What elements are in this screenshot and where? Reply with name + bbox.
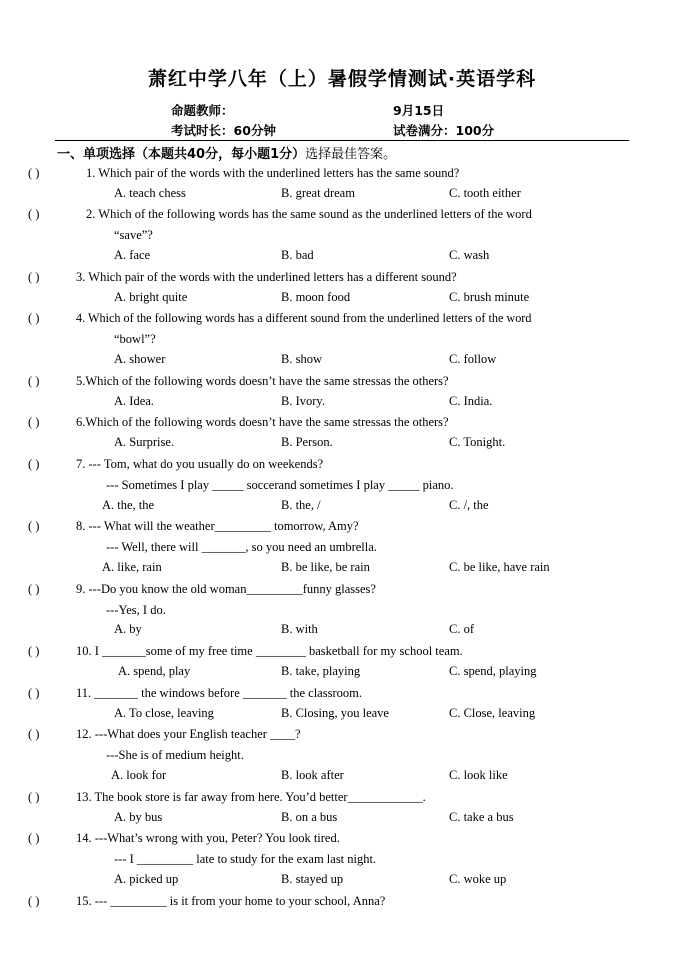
option-a: A. picked up bbox=[114, 872, 179, 886]
question-stem: 1. Which pair of the words with the underlined letters has the same sound? bbox=[86, 166, 460, 180]
header-divider bbox=[55, 140, 629, 141]
exam-date: 9月15日 bbox=[393, 103, 445, 118]
option-b: B. great dream bbox=[281, 186, 355, 200]
answer-blank[interactable]: ( ) bbox=[28, 831, 40, 845]
answer-blank[interactable]: ( ) bbox=[28, 644, 40, 658]
question-stem: 9. ---Do you know the old woman_________funny glasses? bbox=[76, 582, 376, 596]
option-b: B. look after bbox=[281, 768, 344, 782]
option-c: C. Close, leaving bbox=[449, 706, 536, 720]
answer-blank[interactable]: ( ) bbox=[28, 374, 40, 388]
option-b: B. Ivory. bbox=[281, 394, 325, 408]
option-a: A. the, the bbox=[102, 498, 155, 512]
question-9 bbox=[28, 581, 628, 597]
question-stem: 4. Which of the following words has a different sound from the underlined letters of the word bbox=[76, 311, 532, 325]
question-stem: 7. --- Tom, what do you usually do on weekends? bbox=[76, 457, 324, 471]
question-6 bbox=[28, 414, 628, 430]
answer-blank[interactable]: ( ) bbox=[28, 207, 40, 221]
question-stem: 13. The book store is far away from here. You’d better____________. bbox=[76, 790, 426, 804]
exam-duration: 考试时长：60分钟 bbox=[171, 123, 276, 138]
question-8 bbox=[28, 518, 628, 534]
answer-blank[interactable]: ( ) bbox=[28, 686, 40, 700]
option-a: A. like, rain bbox=[102, 560, 162, 574]
option-a: A. face bbox=[114, 248, 151, 262]
option-c: C. take a bus bbox=[449, 810, 514, 824]
option-c: C. Tonight. bbox=[449, 435, 506, 449]
option-c: C. be like, have rain bbox=[449, 560, 550, 574]
option-a: A. by bus bbox=[114, 810, 163, 824]
question-stem-continued: “save”? bbox=[114, 228, 153, 242]
option-b: B. show bbox=[281, 352, 322, 366]
question-stem: 8. --- What will the weather_________ tomorrow, Amy? bbox=[76, 519, 359, 533]
option-a: A. spend, play bbox=[118, 664, 191, 678]
section-title: 一、单项选择（本题共40分，每小题1分） bbox=[57, 147, 306, 162]
option-c: C. wash bbox=[449, 248, 490, 262]
question-stem: 5.Which of the following words doesn’t have the same stressas the others? bbox=[76, 374, 449, 388]
answer-blank[interactable]: ( ) bbox=[28, 582, 40, 596]
option-a: A. teach chess bbox=[114, 186, 186, 200]
exam-title: 萧红中学八年（上）暑假学情测试·英语学科 bbox=[147, 68, 537, 90]
option-a: A. Surprise. bbox=[114, 435, 175, 449]
answer-blank[interactable]: ( ) bbox=[28, 519, 40, 533]
option-b: B. bad bbox=[281, 248, 314, 262]
question-stem-continued: --- Well, there will _______, so you need an umbrella. bbox=[106, 540, 377, 554]
section-instruction: 选择最佳答案。 bbox=[305, 147, 397, 162]
question-12 bbox=[28, 726, 628, 742]
question-stem: 2. Which of the following words has the same sound as the underlined letters of the word bbox=[86, 207, 532, 221]
question-stem: 3. Which pair of the words with the underlined letters has a different sound? bbox=[76, 270, 457, 284]
option-c: C. India. bbox=[449, 394, 493, 408]
question-2 bbox=[28, 206, 628, 222]
option-a: A. shower bbox=[114, 352, 166, 366]
question-14 bbox=[28, 830, 628, 846]
option-b: B. Closing, you leave bbox=[281, 706, 389, 720]
option-b: B. stayed up bbox=[281, 872, 344, 886]
question-1 bbox=[28, 165, 628, 181]
question-11 bbox=[28, 685, 628, 701]
question-10 bbox=[28, 643, 628, 659]
question-stem: 12. ---What does your English teacher ____? bbox=[76, 727, 301, 741]
question-13 bbox=[28, 789, 628, 805]
answer-blank[interactable]: ( ) bbox=[28, 311, 40, 325]
answer-blank[interactable]: ( ) bbox=[28, 894, 40, 908]
option-b: B. moon food bbox=[281, 290, 351, 304]
option-b: B. Person. bbox=[281, 435, 333, 449]
answer-blank[interactable]: ( ) bbox=[28, 166, 40, 180]
option-b: B. be like, be rain bbox=[281, 560, 370, 574]
answer-blank[interactable]: ( ) bbox=[28, 727, 40, 741]
question-5 bbox=[28, 373, 628, 389]
question-3 bbox=[28, 269, 628, 285]
option-c: C. woke up bbox=[449, 872, 507, 886]
question-stem: 10. I _______some of my free time ________ basketball for my school team. bbox=[76, 644, 463, 658]
option-c: C. look like bbox=[449, 768, 508, 782]
question-stem: 15. --- _________ is it from your home to your school, Anna? bbox=[76, 894, 386, 908]
option-b: B. take, playing bbox=[281, 664, 361, 678]
question-7 bbox=[28, 456, 628, 472]
teacher-label: 命题教师： bbox=[171, 103, 234, 118]
option-c: C. spend, playing bbox=[449, 664, 537, 678]
question-stem-continued: --- I _________ late to study for the exam last night. bbox=[114, 852, 377, 866]
option-a: A. look for bbox=[111, 768, 167, 782]
option-a: A. Idea. bbox=[114, 394, 154, 408]
question-stem: 6.Which of the following words doesn’t have the same stressas the others? bbox=[76, 415, 449, 429]
option-c: C. follow bbox=[449, 352, 497, 366]
option-a: A. To close, leaving bbox=[114, 706, 214, 720]
question-15 bbox=[28, 893, 628, 909]
option-a: A. bright quite bbox=[114, 290, 188, 304]
option-c: C. tooth either bbox=[449, 186, 521, 200]
answer-blank[interactable]: ( ) bbox=[28, 270, 40, 284]
option-b: B. on a bus bbox=[281, 810, 338, 824]
answer-blank[interactable]: ( ) bbox=[28, 790, 40, 804]
question-stem-continued: ---She is of medium height. bbox=[106, 748, 244, 762]
option-b: B. the, / bbox=[281, 498, 321, 512]
question-stem: 11. _______ the windows before _______ the classroom. bbox=[76, 686, 362, 700]
answer-blank[interactable]: ( ) bbox=[28, 415, 40, 429]
question-stem-continued: ---Yes, I do. bbox=[106, 603, 166, 617]
option-a: A. by bbox=[114, 622, 142, 636]
section-heading bbox=[57, 143, 396, 162]
answer-blank[interactable]: ( ) bbox=[28, 457, 40, 471]
question-stem-continued: --- Sometimes I play _____ soccerand sometimes I play _____ piano. bbox=[106, 478, 454, 492]
option-c: C. brush minute bbox=[449, 290, 530, 304]
question-stem: 14. ---What’s wrong with you, Peter? You look tired. bbox=[76, 831, 340, 845]
option-b: B. with bbox=[281, 622, 318, 636]
option-c: C. of bbox=[449, 622, 474, 636]
full-score: 试卷满分：100分 bbox=[393, 123, 495, 138]
option-c: C. /, the bbox=[449, 498, 489, 512]
question-4 bbox=[28, 310, 628, 326]
question-stem-continued: “bowl”? bbox=[114, 332, 156, 346]
